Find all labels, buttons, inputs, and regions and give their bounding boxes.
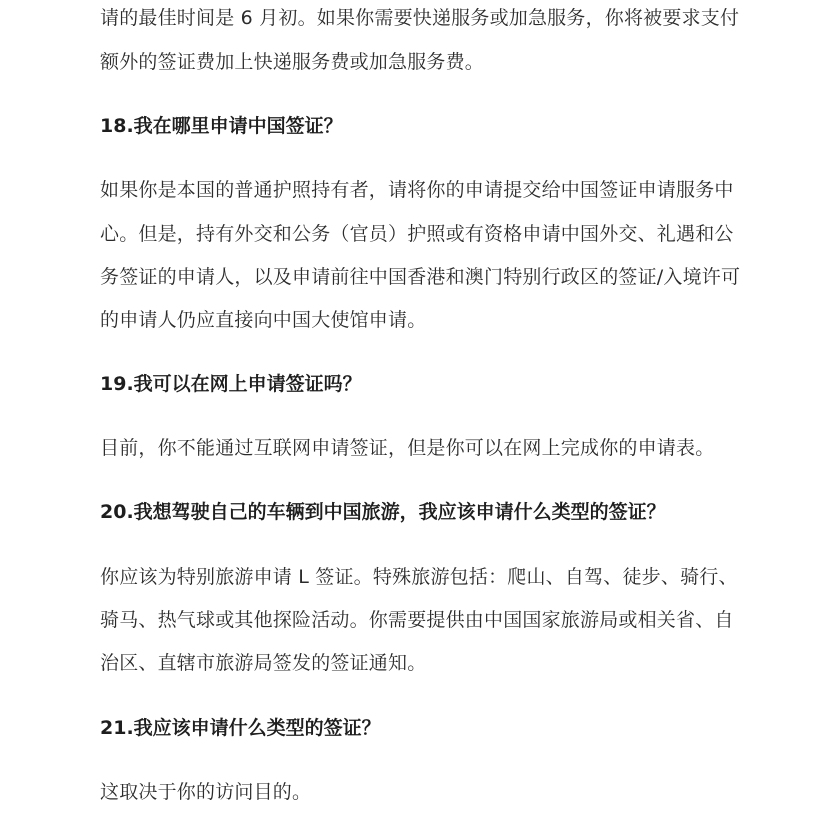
answer-18-line-3: 务签证的申请人，以及申请前往中国香港和澳门特别行政区的签证/入境许可 (100, 266, 741, 288)
question-18-heading: 18.我在哪里申请中国签证？ (100, 115, 343, 137)
intro-line-2: 额外的签证费加上快递服务费或加急服务费。 (100, 51, 485, 73)
answer-20-line-1: 你应该为特别旅游申请 L 签证。特殊旅游包括：爬山、自驾、徒步、骑行、 (100, 566, 738, 588)
question-21-heading: 21.我应该申请什么类型的签证？ (100, 717, 381, 739)
question-20-heading: 20.我想驾驶自己的车辆到中国旅游，我应该申请什么类型的签证？ (100, 501, 666, 523)
answer-20-line-3: 治区、直辖市旅游局签发的签证通知。 (100, 652, 427, 674)
answer-18-line-1: 如果你是本国的普通护照持有者，请将你的申请提交给中国签证申请服务中 (100, 179, 734, 201)
intro-line-1: 请的最佳时间是 6 月初。如果你需要快递服务或加急服务，你将被要求支付 (100, 7, 740, 29)
question-19-heading: 19.我可以在网上申请签证吗？ (100, 373, 362, 395)
answer-18-line-4: 的申请人仍应直接向中国大使馆申请。 (100, 309, 427, 331)
answer-18-line-2: 心。但是，持有外交和公务（官员）护照或有资格申请中国外交、礼遇和公 (100, 223, 734, 245)
answer-19-line-1: 目前，你不能通过互联网申请签证，但是你可以在网上完成你的申请表。 (100, 437, 715, 459)
answer-20-line-2: 骑马、热气球或其他探险活动。你需要提供由中国国家旅游局或相关省、自 (100, 609, 734, 631)
answer-21-line-1: 这取决于你的访问目的。 (100, 781, 312, 803)
